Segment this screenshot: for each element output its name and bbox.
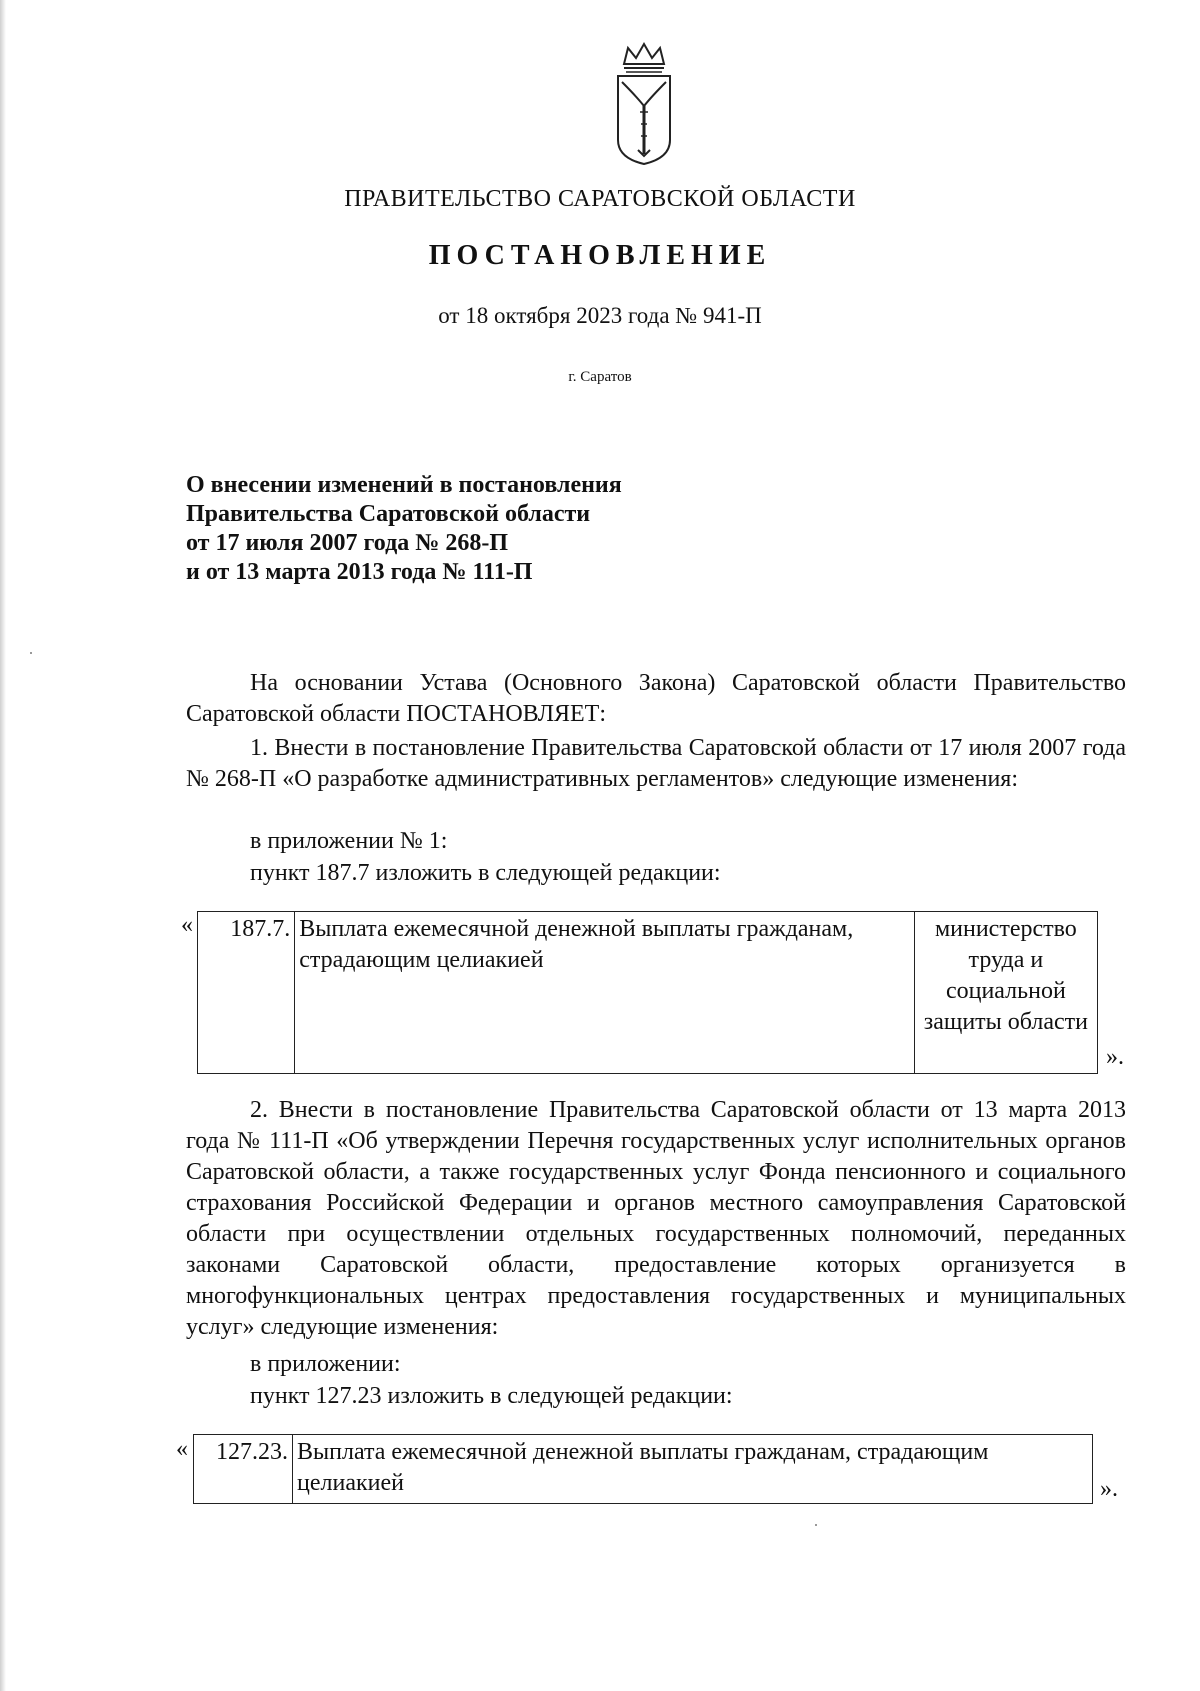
document-date-number: от 18 октября 2023 года № 941-П <box>438 303 762 328</box>
item-1-table <box>197 911 1098 1074</box>
organization-title: ПРАВИТЕЛЬСТВО САРАТОВСКОЙ ОБЛАСТИ <box>344 186 856 212</box>
table-cell-service: Выплата ежемесячной денежной выплаты гражданам, страдающим целиакией <box>293 1435 1093 1504</box>
document-type-title: ПОСТАНОВЛЕНИЕ <box>428 240 772 271</box>
item-2-point-instruction: пункт 127.23 изложить в следующей редакции: <box>250 1383 733 1409</box>
item-1-paragraph: 1. Внести в постановление Правительства Саратовской области от 17 июля 2007 года № 268-П «О разработке административных регламентов» следующие изменения: <box>186 735 1126 792</box>
table-cell-number: 187.7. <box>198 912 295 1074</box>
table-cell-service: Выплата ежемесячной денежной выплаты гражданам, страдающим целиакией <box>295 912 915 1074</box>
item-1-appendix: в приложении № 1: <box>250 828 448 854</box>
item-2-close-quote: ». <box>1100 1476 1118 1502</box>
subject-line: и от 13 марта 2013 года № 111-П <box>186 559 533 585</box>
table-row <box>198 912 1098 1074</box>
subject-line: Правительства Саратовской области <box>186 501 591 527</box>
item-1-point-instruction: пункт 187.7 изложить в следующей редакции: <box>250 860 721 886</box>
table-cell-authority: министерство труда и социальной защиты области <box>914 912 1097 1074</box>
document-city: г. Саратов <box>568 369 632 385</box>
item-1-close-quote: ». <box>1106 1044 1124 1070</box>
table-cell-number: 127.23. <box>194 1435 293 1504</box>
subject-line: О внесении изменений в постановления <box>186 472 622 498</box>
saratov-coat-of-arms-icon <box>614 40 674 170</box>
scan-speck <box>815 1524 817 1526</box>
item-2-open-quote: « <box>176 1436 188 1462</box>
item-2-paragraph: 2. Внести в постановление Правительства Саратовской области от 13 марта 2013 года № 111-П «Об утверждении Перечня государственных услуг исполнительных органов Саратовской области, а также государственных услуг Фонда пенсионного и социального страхования Российской Федерации и органов местного самоуправления Саратовской области при осуществлении отдельных государственных полномочий, переданных законами Саратовской области, предоставление которых организуется в многофункциональных центрах предоставления государственных и муниципальных услуг» следующие изменения: <box>186 1097 1126 1340</box>
preamble-paragraph: На основании Устава (Основного Закона) Саратовской области Правительство Саратовской области ПОСТАНОВЛЯЕТ: <box>186 670 1126 727</box>
document-subject <box>186 471 622 587</box>
scan-speck <box>30 652 32 654</box>
table-row <box>194 1435 1093 1504</box>
item-2-table <box>193 1434 1093 1504</box>
item-1-open-quote: « <box>181 912 193 938</box>
item-2-appendix: в приложении: <box>250 1351 401 1377</box>
subject-line: от 17 июля 2007 года № 268-П <box>186 530 509 556</box>
